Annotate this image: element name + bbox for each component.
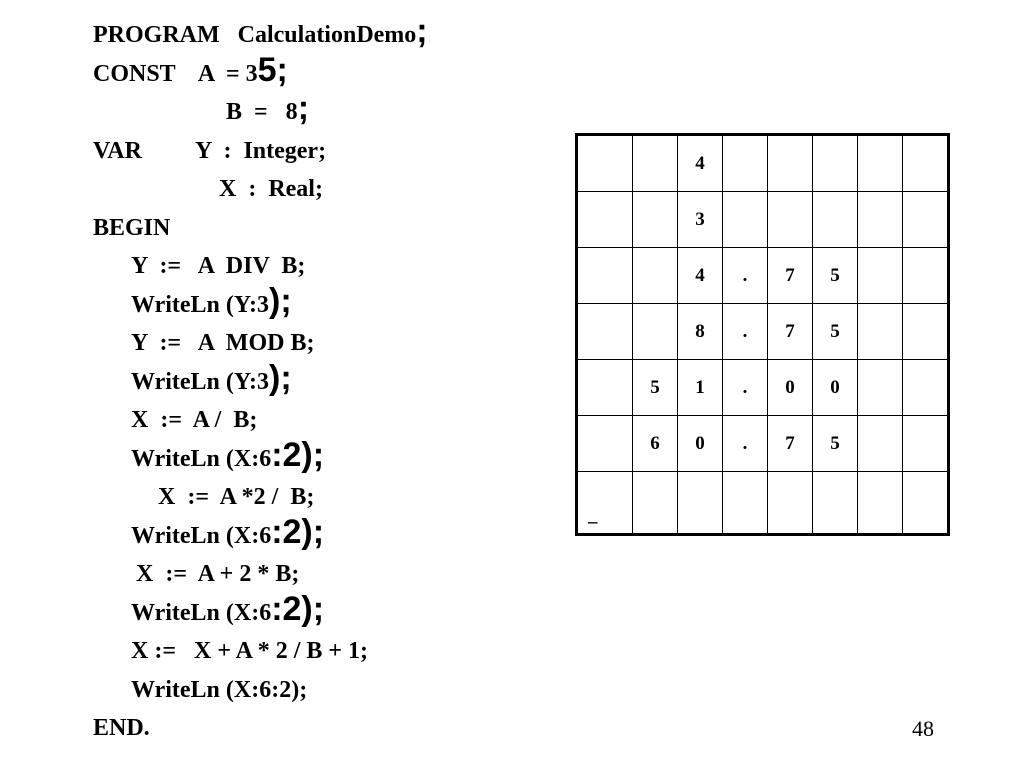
code-text: X : Real; xyxy=(219,176,323,202)
grid-cell xyxy=(577,248,633,304)
code-text: Y := A DIV B; xyxy=(131,253,306,279)
code-text: WriteLn (X:6 xyxy=(131,522,272,549)
output-grid-table xyxy=(575,133,950,536)
code-line-writeln-x4 xyxy=(93,671,563,710)
grid-cell xyxy=(903,472,949,535)
code-text: WriteLn (X:6 xyxy=(131,445,272,472)
grid-cell xyxy=(633,192,678,248)
code-line-y-div xyxy=(93,247,563,286)
code-tail: ); xyxy=(269,281,292,320)
code-line-writeln-y1 xyxy=(93,281,563,325)
grid-cell: 5 xyxy=(813,304,858,360)
code-tail: 5; xyxy=(257,50,288,89)
code-text: WriteLn (X:6:2); xyxy=(131,676,308,703)
code-tail: :2); xyxy=(271,435,325,474)
code-line-const-b xyxy=(93,89,563,132)
code-line-y-mod xyxy=(93,324,563,363)
grid-cell xyxy=(858,304,903,360)
code-line-writeln-y2 xyxy=(93,358,563,402)
grid-cell: 7 xyxy=(768,304,813,360)
code-text: X := X + A * 2 / B + 1; xyxy=(131,638,369,664)
code-line-writeln-x3 xyxy=(93,589,563,633)
code-line-x-expr xyxy=(93,632,563,671)
grid-cell xyxy=(577,192,633,248)
grid-cell xyxy=(903,135,949,192)
code-tail: ; xyxy=(416,12,428,50)
grid-cell xyxy=(723,135,768,192)
grid-cell xyxy=(633,472,678,535)
code-tail: :2); xyxy=(271,512,325,551)
grid-cell xyxy=(858,248,903,304)
code-listing xyxy=(93,12,563,748)
code-text: BEGIN xyxy=(93,214,171,241)
code-line-begin xyxy=(93,209,563,248)
code-line-x-add xyxy=(93,555,563,594)
grid-row xyxy=(577,135,949,192)
grid-row xyxy=(577,472,949,535)
grid-cell xyxy=(633,304,678,360)
grid-cell xyxy=(577,360,633,416)
grid-row xyxy=(577,192,949,248)
grid-cell xyxy=(723,192,768,248)
grid-cell xyxy=(858,416,903,472)
grid-cell xyxy=(678,472,723,535)
grid-cell xyxy=(768,192,813,248)
grid-cell: 3 xyxy=(678,192,723,248)
code-text: VAR Y : Integer; xyxy=(93,137,327,164)
grid-cell: 1 xyxy=(678,360,723,416)
code-text: B = 8 xyxy=(226,99,298,125)
grid-cell: 7 xyxy=(768,416,813,472)
code-tail: :2); xyxy=(271,589,325,628)
code-text: WriteLn (Y:3 xyxy=(131,368,269,395)
code-line-const-a xyxy=(93,50,563,94)
code-text: PROGRAM CalculationDemo xyxy=(93,22,417,48)
grid-cell xyxy=(858,135,903,192)
grid-cell xyxy=(903,248,949,304)
grid-cell xyxy=(768,472,813,535)
code-text: X := A / B; xyxy=(131,407,258,433)
grid-row xyxy=(577,304,949,360)
code-text: CONST A = 3 xyxy=(93,60,258,87)
grid-cell: 8 xyxy=(678,304,723,360)
grid-cell: _ xyxy=(577,472,633,535)
grid-cell: 4 xyxy=(678,248,723,304)
code-text: WriteLn (X:6 xyxy=(131,599,272,626)
code-tail: ; xyxy=(297,89,310,127)
grid-cell: 6 xyxy=(633,416,678,472)
grid-cell xyxy=(813,192,858,248)
grid-cell: 5 xyxy=(813,416,858,472)
grid-cell: 0 xyxy=(813,360,858,416)
grid-cell xyxy=(577,135,633,192)
code-line-writeln-x1 xyxy=(93,435,563,479)
code-text: END. xyxy=(93,715,150,741)
code-text: WriteLn (Y:3 xyxy=(131,291,269,318)
grid-cell xyxy=(813,135,858,192)
grid-cell xyxy=(577,304,633,360)
grid-cell: . xyxy=(723,360,768,416)
grid-cell xyxy=(903,416,949,472)
code-text: X := A + 2 * B; xyxy=(136,561,300,587)
grid-cell xyxy=(903,192,949,248)
grid-cell: 0 xyxy=(678,416,723,472)
output-grid xyxy=(575,133,950,536)
code-line-x-mul-div xyxy=(93,478,563,517)
grid-cell: 5 xyxy=(633,360,678,416)
code-line-end xyxy=(93,709,563,748)
code-line-x-div xyxy=(93,401,563,440)
code-line-writeln-x2 xyxy=(93,512,563,556)
grid-cell: 0 xyxy=(768,360,813,416)
grid-cell xyxy=(768,135,813,192)
code-text: X := A *2 / B; xyxy=(158,484,315,510)
grid-cell: . xyxy=(723,248,768,304)
grid-cell: 4 xyxy=(678,135,723,192)
page-number: 48 xyxy=(912,716,934,741)
grid-cell xyxy=(813,472,858,535)
grid-row xyxy=(577,248,949,304)
grid-cell: . xyxy=(723,304,768,360)
grid-cell xyxy=(723,472,768,535)
grid-cell xyxy=(633,135,678,192)
grid-cell xyxy=(858,360,903,416)
code-line-program xyxy=(93,12,563,55)
code-tail: ); xyxy=(269,358,292,397)
code-text: Y := A MOD B; xyxy=(131,330,315,356)
grid-row xyxy=(577,416,949,472)
grid-cell xyxy=(858,472,903,535)
code-line-var-y xyxy=(93,132,563,171)
grid-cell xyxy=(577,416,633,472)
grid-cell: . xyxy=(723,416,768,472)
grid-cell xyxy=(903,360,949,416)
grid-cell xyxy=(903,304,949,360)
grid-cell: 5 xyxy=(813,248,858,304)
grid-cell: 7 xyxy=(768,248,813,304)
grid-row xyxy=(577,360,949,416)
grid-cell xyxy=(633,248,678,304)
code-line-var-x xyxy=(93,170,563,209)
grid-cell xyxy=(858,192,903,248)
